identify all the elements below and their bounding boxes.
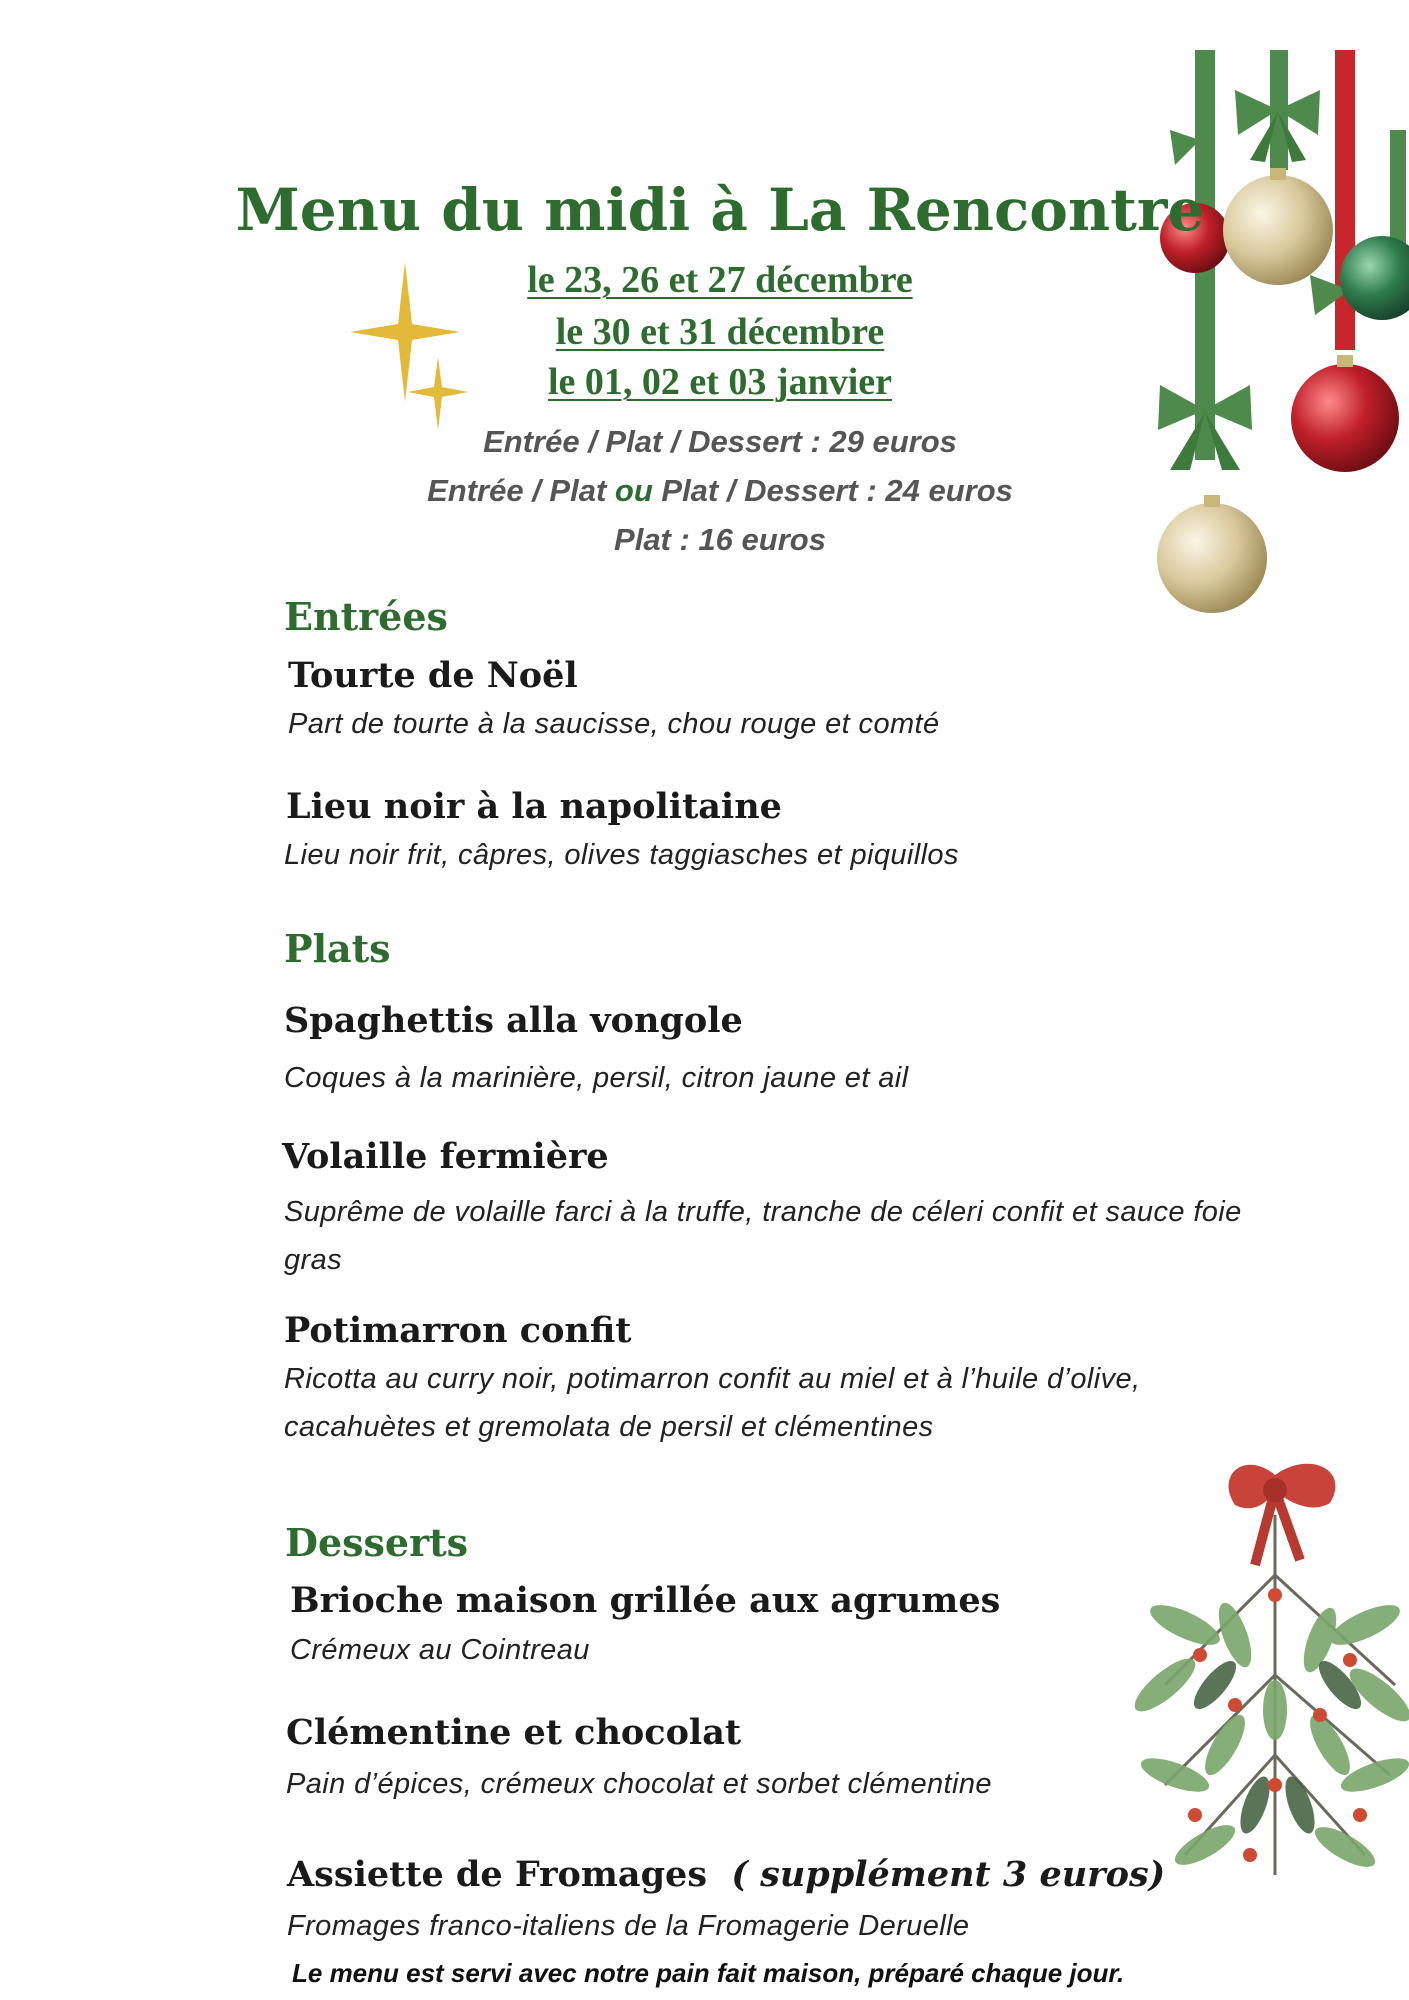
section-title-plats: Plats xyxy=(284,926,391,971)
dish-name: Tourte de Noël xyxy=(288,655,578,696)
dish-description: Coques à la marinière, persil, citron jaune et ail xyxy=(284,1062,909,1094)
dish-name: Brioche maison grillée aux agrumes xyxy=(290,1580,1001,1621)
mistletoe-icon xyxy=(1125,1455,1409,1885)
price-or-word: ou xyxy=(614,473,653,508)
dish-description: Lieu noir frit, câpres, olives taggiasches et piquillos xyxy=(284,839,959,871)
page-title: Menu du midi à La Rencontre xyxy=(235,176,1205,244)
dish-description-line-2: cacahuètes et gremolata de persil et clémentines xyxy=(284,1411,934,1443)
price-line-2 xyxy=(0,473,1409,509)
dish-name: Clémentine et chocolat xyxy=(286,1712,742,1753)
dish-name-with-supplement xyxy=(287,1854,1165,1895)
date-line-3: le 01, 02 et 03 janvier xyxy=(547,361,893,403)
supplement-note: ( supplément 3 euros) xyxy=(731,1854,1166,1895)
price-line-1: Entrée / Plat / Dessert : 29 euros xyxy=(483,424,957,459)
price-line-3: Plat : 16 euros xyxy=(614,522,826,557)
dish-description: Fromages franco-italiens de la Fromagerie Deruelle xyxy=(287,1910,970,1942)
dish-name: Potimarron confit xyxy=(284,1310,632,1351)
dish-name: Lieu noir à la napolitaine xyxy=(286,786,782,827)
dish-description-line-1: Suprême de volaille farci à la truffe, tranche de céleri confit et sauce foie xyxy=(284,1196,1242,1228)
dish-description: Pain d’épices, crémeux chocolat et sorbet clémentine xyxy=(286,1768,992,1800)
footer-note: Le menu est servi avec notre pain fait maison, préparé chaque jour. xyxy=(292,1958,1125,1988)
price-line-2-end: Plat / Dessert : 24 euros xyxy=(652,473,1013,508)
dish-description-line-1: Ricotta au curry noir, potimarron confit au miel et à l’huile d’olive, xyxy=(284,1363,1141,1395)
section-title-entrees: Entrées xyxy=(284,594,448,639)
dish-description: Part de tourte à la saucisse, chou rouge et comté xyxy=(288,708,940,740)
date-line-1: le 23, 26 et 27 décembre xyxy=(527,259,913,301)
price-line-2-start: Entrée / Plat xyxy=(427,473,615,508)
dish-description: Crémeux au Cointreau xyxy=(290,1634,590,1666)
dish-name: Volaille fermière xyxy=(282,1136,609,1177)
date-line-2: le 30 et 31 décembre xyxy=(555,311,885,353)
dish-description-line-2: gras xyxy=(284,1244,343,1276)
dish-name: Spaghettis alla vongole xyxy=(284,1000,743,1041)
dish-name: Assiette de Fromages xyxy=(287,1854,708,1895)
section-title-desserts: Desserts xyxy=(285,1520,469,1565)
